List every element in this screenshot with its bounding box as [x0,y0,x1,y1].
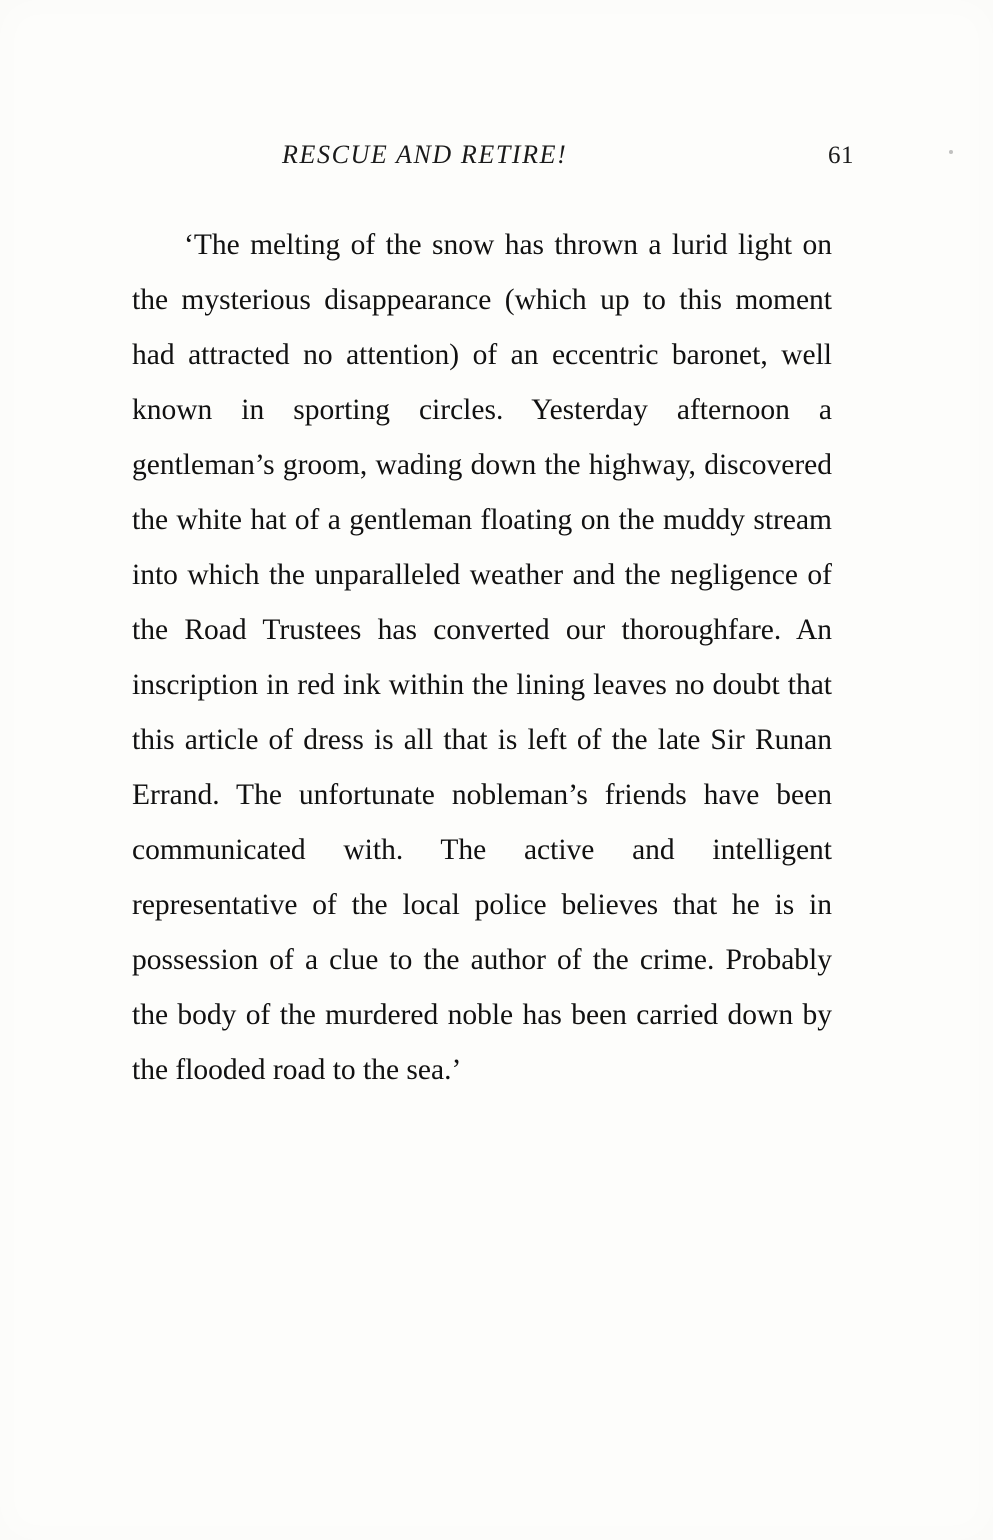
running-head [132,140,854,190]
body-text [132,218,832,1098]
paragraph: ‘The melting of the snow has thrown a lurid light on the mysterious disappearance (which up to this moment had attracted no attention) of an eccentric baronet, well known in sporting circles. Yesterday afternoon a gentleman’s groom, wading down the highway, discovered the white hat of a gentleman floating on the muddy stream into which the unparalleled weather and the negligence of the Road Trustees has converted our thoroughfare. An inscription in red ink within the lining leaves no doubt that this article of dress is all that is left of the late Sir Runan Errand. The unfortunate nobleman’s friends have been communicated with. The active and intelligent representative of the local police believes that he is in possession of a clue to the author of the crime. Probably the body of the murdered noble has been carried down by the flooded road to the sea.’ [132,229,832,1086]
page-number: 61 [828,142,854,169]
page-content-area [132,140,854,1098]
running-head-title: RESCUE AND RETIRE! [282,140,568,169]
scan-speck [949,150,953,154]
